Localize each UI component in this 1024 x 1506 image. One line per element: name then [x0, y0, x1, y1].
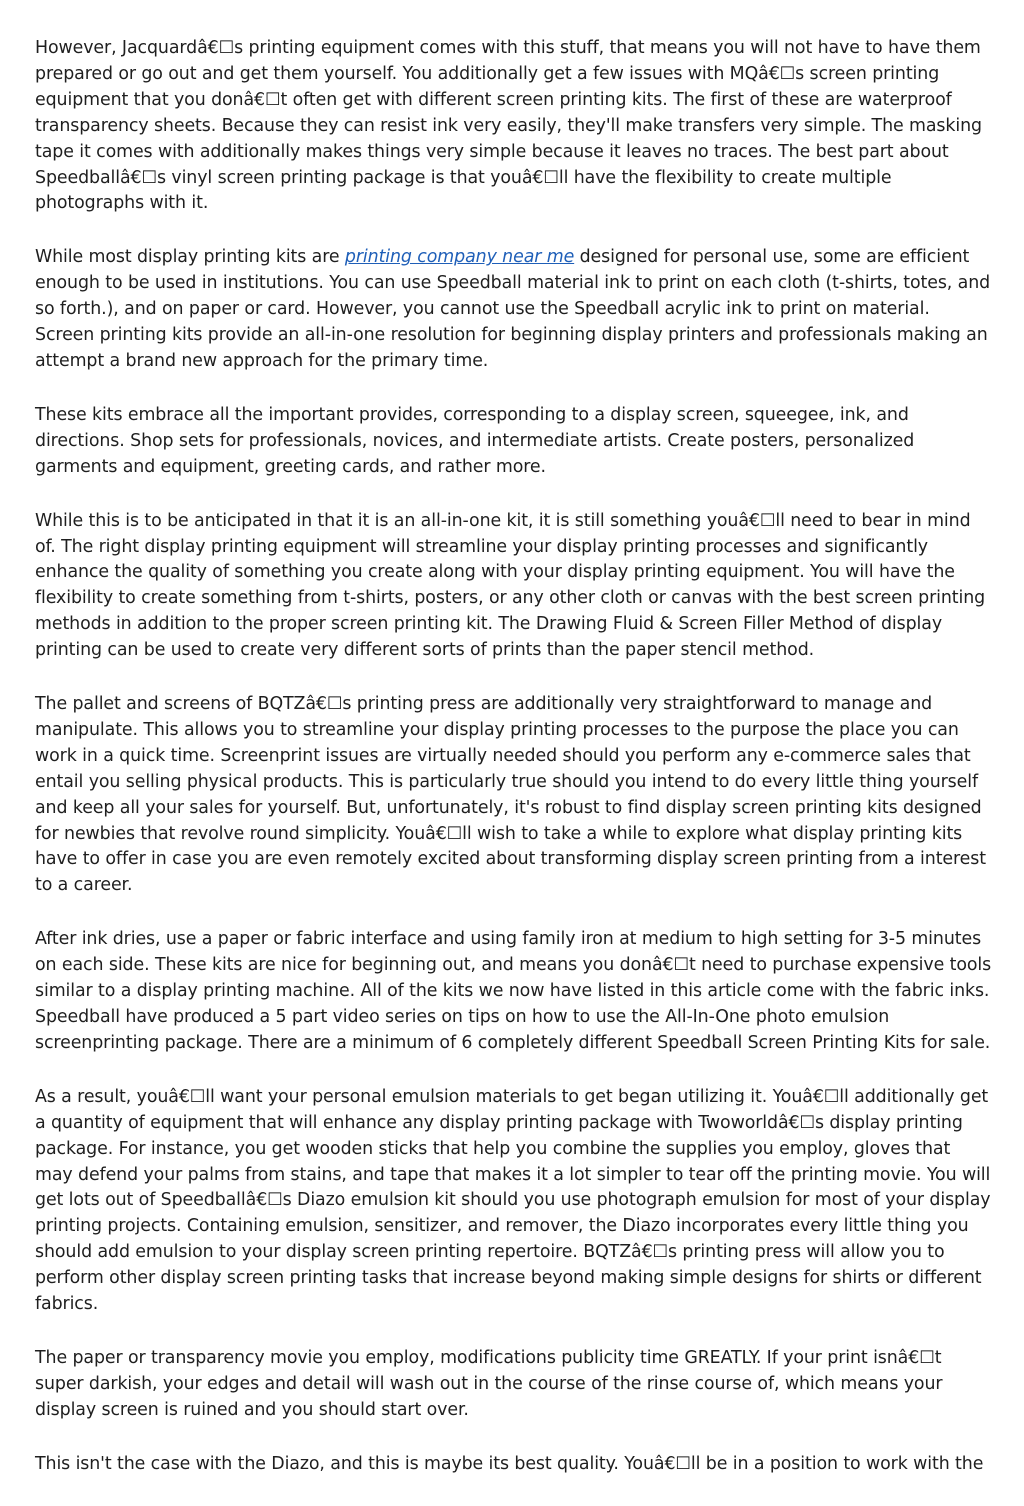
paragraph-7: As a result, youâ€☐ll want your personal emulsion materials to get began utilizing it. Youâ€☐ll additionally get a quantity of equipment that will enhance any display printing package with Twoworldâ€☐s display printing package. For instance, you get wooden sticks that help you combine the supplies you employ, gloves that may defend your palms from stains, and tape that makes it a lot simpler to tear off the printing movie. You will get lots out of Speedballâ€☐s Diazo emulsion kit should you use photograph emulsion for most of your display printing projects. Containing emulsion, sensitizer, and remover, the Diazo incorporates every little thing you should add emulsion to your display screen printing repertoire. BQTZâ€☐s printing press will allow you to perform other display screen printing tasks that increase beyond making simple designs for shirts or different fabrics.	[35, 1086, 991, 1315]
paragraph-6: After ink dries, use a paper or fabric interface and using family iron at medium to high setting for 3-5 minutes on each side. These kits are nice for beginning out, and means you donâ€☐t need to purchase expensive tools similar to a display printing machine. All of the kits we now have listed in this article come with the fabric inks. Speedball have produced a 5 part video series on tips on how to use the All-In-One photo emulsion screenprinting package. There are a minimum of 6 completely different Speedball Screen Printing Kits for sale.	[35, 929, 992, 1053]
printing-company-link[interactable]: printing company near me	[344, 247, 575, 268]
paragraph-2-trailing-text: designed for personal use, some are efficient enough to be used in institutions. You can use Speedball material ink to print on each cloth (t-shirts, totes, and so forth.), and on paper or card. However, you cannot use the Speedball acrylic ink to print on material. Screen printing kits provide an all-in-one resolution for beginning display printers and professionals making an attempt a brand new approach for the primary time.	[35, 247, 991, 371]
paragraph-2-lead-text: While most display printing kits are	[35, 247, 345, 268]
paragraph-3: These kits embrace all the important provides, corresponding to a display screen, squeegee, ink, and directions. Shop sets for professionals, novices, and intermediate artists. Create posters, personalized garments and equipment, greeting cards, and rather more.	[35, 404, 915, 477]
paragraph-2	[35, 245, 993, 375]
paragraph-5: The pallet and screens of BQTZâ€☐s printing press are additionally very straightforward to manage and manipulate. This allows you to streamline your display printing processes to the purpose the place you can work in a quick time. Screenprint issues are virtually needed should you perform any e-commerce sales that entail you selling physical products. This is particularly true should you intend to do every little thing yourself and keep all your sales for yourself. But, unfortunately, it's robust to find display screen printing kits designed for newbies that revolve round simplicity. Youâ€☐ll wish to take a while to explore what display printing kits have to offer in case you are even remotely excited about transforming display screen printing from a interest to a career.	[35, 694, 986, 896]
paragraph-1: However, Jacquardâ€☐s printing equipment comes with this stuff, that means you will not have to have them prepared or go out and get them yourself. You additionally get a few issues with MQâ€☐s screen printing equipment that you donâ€☐t often get with different screen printing kits. The first of these are waterproof transparency sheets. Because they can resist ink very easily, they'll make transfers very simple. The masking tape it comes with additionally makes things very simple because it leaves no traces. The best part about Speedballâ€☐s vinyl screen printing package is that youâ€☐ll have the flexibility to create multiple photographs with it.	[35, 38, 982, 214]
document-page	[35, 36, 993, 1506]
paragraph-9: This isn't the case with the Diazo, and this is maybe its best quality. Youâ€☐ll be in a position to work with the	[35, 1453, 984, 1474]
paragraph-8: The paper or transparency movie you employ, modifications publicity time GREATLY. If your print isnâ€☐t super darkish, your edges and detail will wash out in the course of the rinse course of, which means your display screen is ruined and you should start over.	[35, 1347, 943, 1420]
paragraph-4: While this is to be anticipated in that it is an all-in-one kit, it is still something youâ€☐ll need to bear in mind of. The right display printing equipment will streamline your display printing processes and significantly enhance the quality of something you create along with your display printing equipment. You will have the flexibility to create something from t-shirts, posters, or any other cloth or canvas with the best screen printing methods in addition to the proper screen printing kit. The Drawing Fluid & Screen Filler Method of display printing can be used to create very different sorts of prints than the paper stencil method.	[35, 510, 986, 661]
